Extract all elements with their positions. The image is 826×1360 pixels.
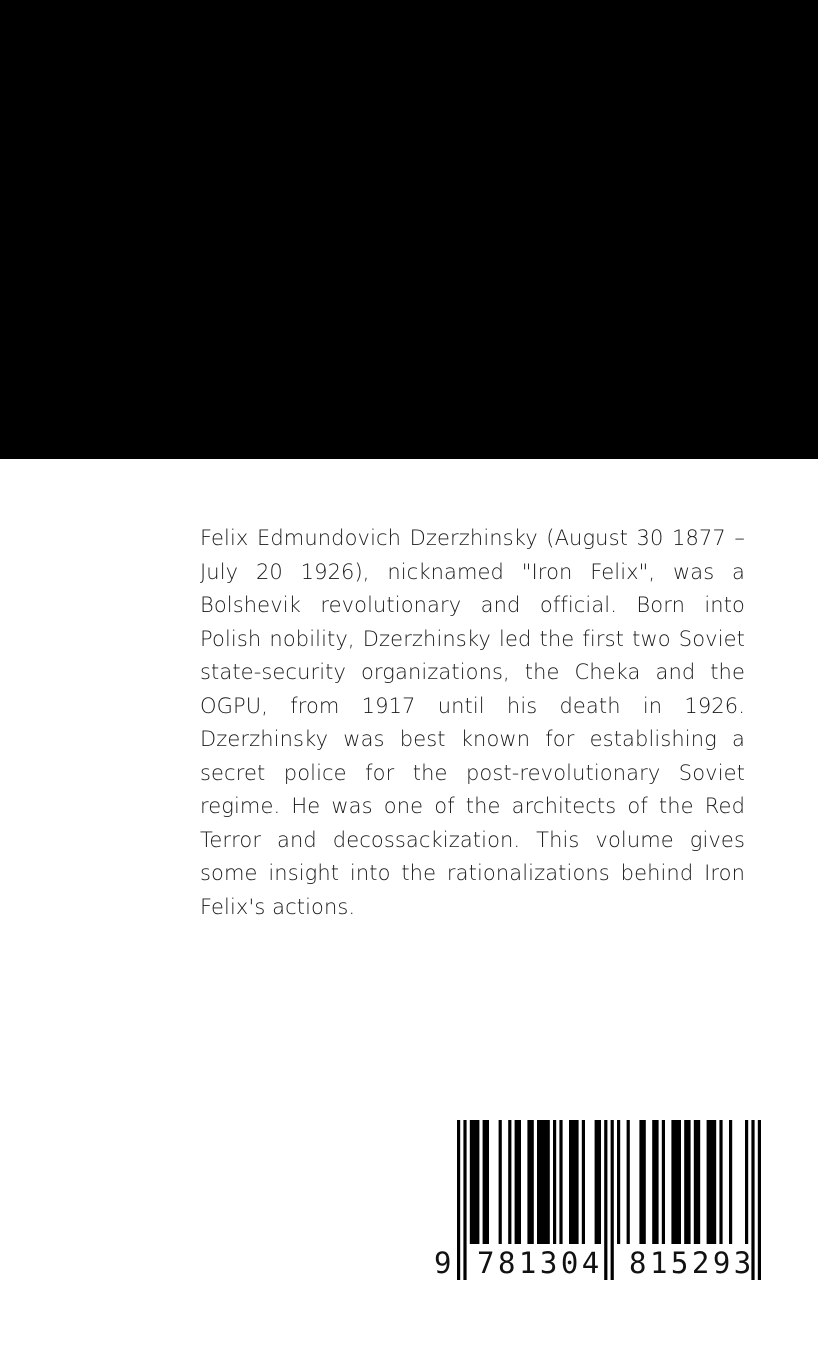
barcode-bar: [559, 1120, 562, 1244]
barcode-bar: [553, 1120, 556, 1244]
barcode-bar: [745, 1120, 748, 1244]
barcode-bar: [729, 1120, 732, 1244]
back-cover-blurb: Felix Edmundovich Dzerzhinsky (August 30 1877 – July 20 1926), nicknamed "Iron Felix", was a Bolshevik revolutionary and official. Born into Polish nobility, Dzerzhinsky led the first two Soviet state-security organizations, the Cheka and the OGPU, from 1917 until his death in 1926. Dzerzhinsky was best known for establishing a secret police for the post-revolutionary Soviet regime. He was one of the architects of the Red Terror and decossackization. This volume gives some insight into the rationalizations behind Iron Felix's actions.: [200, 526, 745, 919]
barcode-bar: [719, 1120, 722, 1244]
isbn-barcode: [430, 1120, 766, 1290]
barcode-bar: [515, 1120, 521, 1244]
barcode-guard-bar: [463, 1120, 466, 1280]
barcode-bar: [569, 1120, 579, 1244]
isbn-lead-digit: 9: [434, 1246, 455, 1280]
cover-top-black-band: [0, 0, 818, 459]
barcode-guard-bar: [611, 1120, 614, 1280]
barcode-bar: [499, 1120, 502, 1244]
barcode-bar: [470, 1120, 480, 1244]
barcode-guard-bar: [457, 1120, 460, 1280]
barcode-bar: [707, 1120, 717, 1244]
barcode-bar: [662, 1120, 665, 1244]
barcode-guard-bar: [604, 1120, 607, 1280]
barcode-bar: [527, 1120, 533, 1244]
barcode-bar: [671, 1120, 681, 1244]
barcode-bar: [627, 1120, 630, 1244]
barcode-bar: [537, 1120, 550, 1244]
barcode-bar: [652, 1120, 658, 1244]
barcode-bar: [694, 1120, 700, 1244]
barcode-guard-bar: [758, 1120, 761, 1280]
barcode-bar: [582, 1120, 585, 1244]
barcode-bar: [684, 1120, 690, 1244]
barcode-bar: [508, 1120, 511, 1244]
isbn-left-digits: 781304: [477, 1246, 603, 1280]
cover-right-edge: [818, 0, 826, 1360]
barcode-bar: [617, 1120, 620, 1244]
barcode-bar: [483, 1120, 489, 1244]
isbn-right-digits: 815293: [629, 1246, 755, 1280]
barcode-bar: [595, 1120, 601, 1244]
barcode-bar: [639, 1120, 645, 1244]
